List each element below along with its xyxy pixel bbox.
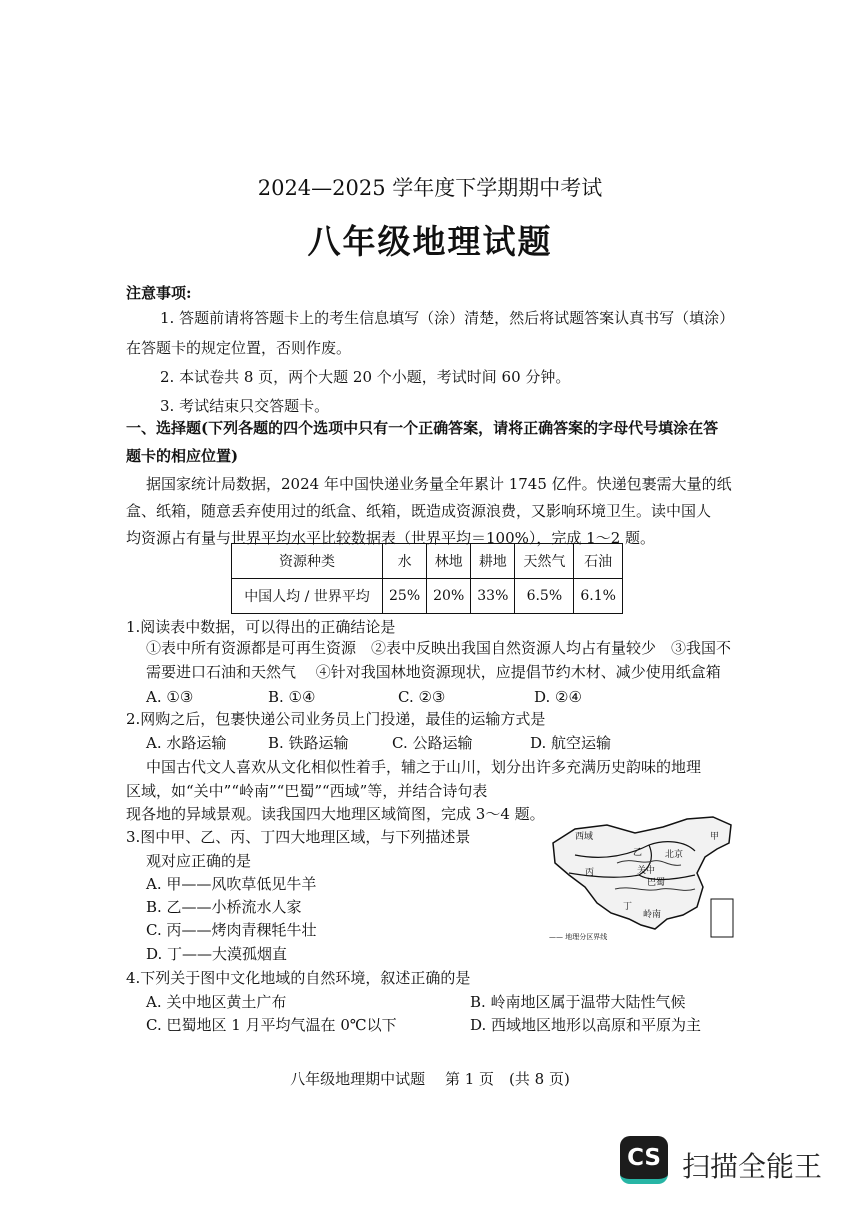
table-cell: 中国人均 / 世界平均: [232, 579, 383, 614]
q2-option-c: C. 公路运输: [392, 734, 473, 752]
page-footer: 八年级地理期中试题 第 1 页 (共 8 页): [290, 1070, 570, 1088]
table-cell: 6.1%: [574, 579, 623, 614]
q4-stem: 4.下列关于图中文化地域的自然环境，叙述正确的是: [126, 969, 471, 987]
passage1-line-2: 盒、纸箱，随意丢弃使用过的纸盒、纸箱，既造成资源浪费，又影响环境卫生。读中国人: [126, 502, 712, 520]
q2-stem: 2.网购之后，包裹快递公司业务员上门投递，最佳的运输方式是: [126, 710, 546, 728]
camscanner-watermark-text: 扫描全能王: [682, 1150, 823, 1183]
south-sea-inset: [711, 899, 733, 937]
map-label: 岭南: [643, 910, 662, 920]
table-header-cell: 林地: [427, 544, 471, 579]
q4-option-a: A. 关中地区黄土广布: [146, 993, 287, 1011]
q2-option-d: D. 航空运输: [530, 734, 612, 752]
note-line-1: 1. 答题前请将答题卡上的考生信息填写（涂）清楚，然后将试题答案认真书写（填涂）: [160, 309, 735, 327]
notes-heading: 注意事项:: [126, 284, 192, 302]
q1-stem: 1.阅读表中数据，可以得出的正确结论是: [126, 618, 396, 636]
q4-option-d: D. 西域地区地形以高原和平原为主: [470, 1016, 702, 1034]
map-label: 甲: [710, 832, 720, 842]
table-header-row: [232, 544, 623, 579]
q2-option-a: A. 水路运输: [146, 734, 227, 752]
q3-stem-1: 3.图中甲、乙、丙、丁四大地理区域，与下列描述景: [126, 828, 471, 846]
table-header-cell: 水: [383, 544, 427, 579]
q4-option-c: C. 巴蜀地区 1 月平均气温在 0℃以下: [146, 1016, 397, 1034]
table-cell: 25%: [383, 579, 427, 614]
table-header-cell: 资源种类: [232, 544, 383, 579]
exam-title: 2024—2025 学年度下学期期中考试: [257, 176, 603, 200]
q4-option-b: B. 岭南地区属于温带大陆性气候: [470, 993, 686, 1011]
passage2-line-2: 区域，如“关中”“岭南”“巴蜀”“西域”等，并结合诗句表: [126, 782, 488, 800]
map-label: 乙: [633, 848, 643, 858]
note-line-3: 2. 本试卷共 8 页，两个大题 20 个小题，考试时间 60 分钟。: [160, 368, 571, 386]
q3-option-b: B. 乙——小桥流水人家: [146, 898, 302, 916]
q1-option-b: B. ①④: [268, 688, 316, 706]
section1-heading-1: 一、选择题(下列各题的四个选项中只有一个正确答案，请将正确答案的字母代号填涂在答: [126, 419, 719, 437]
q1-option-a: A. ①③: [146, 688, 194, 706]
table-cell: 20%: [427, 579, 471, 614]
table-header-cell: 天然气: [515, 544, 574, 579]
table-cell: 6.5%: [515, 579, 574, 614]
note-line-4: 3. 考试结束只交答题卡。: [160, 397, 330, 415]
map-label: 北京: [665, 850, 684, 860]
map-legend: —— 地理分区界线: [549, 933, 608, 941]
map-label: 西域: [575, 832, 594, 842]
q3-option-c: C. 丙——烤肉青稞牦牛壮: [146, 921, 317, 939]
q1-option-c: C. ②③: [398, 688, 446, 706]
table-header-cell: 石油: [574, 544, 623, 579]
q3-stem-2: 观对应正确的是: [146, 852, 252, 870]
passage2-line-1: 中国古代文人喜欢从文化相似性着手，辅之于山川，划分出许多充满历史韵味的地理: [146, 758, 702, 776]
q1-statement-1: ①表中所有资源都是可再生资源 ②表中反映出我国自然资源人均占有量较少 ③我国不: [146, 639, 732, 657]
resource-table: [231, 543, 623, 614]
table-header-cell: 耕地: [471, 544, 515, 579]
q3-option-d: D. 丁——大漠孤烟直: [146, 945, 288, 963]
camscanner-logo-icon: CS: [620, 1136, 668, 1184]
passage1-line-3: 均资源占有量与世界平均水平比较数据表（世界平均＝100%），完成 1～2 题。: [126, 529, 656, 547]
passage2-line-3: 现各地的异域景观。读我国四大地理区域简图，完成 3～4 题。: [126, 805, 545, 823]
passage1-line-1: 据国家统计局数据，2024 年中国快递业务量全年累计 1745 亿件。快递包裹需大量的纸: [146, 475, 732, 493]
china-regions-map: [545, 815, 745, 945]
q2-option-b: B. 铁路运输: [268, 734, 349, 752]
map-label: 关中: [637, 866, 656, 876]
table-row: [232, 579, 623, 614]
paper-title: 八年级地理试题: [307, 222, 553, 261]
note-line-2: 在答题卡的规定位置，否则作废。: [126, 339, 352, 357]
map-label: 丁: [623, 902, 633, 912]
section1-heading-2: 题卡的相应位置): [126, 447, 239, 465]
q1-statement-2: 需要进口石油和天然气 ④针对我国林地资源现状，应提倡节约木材、减少使用纸盒箱: [146, 663, 721, 681]
table-cell: 33%: [471, 579, 515, 614]
map-label: 丙: [585, 868, 595, 878]
q3-option-a: A. 甲——风吹草低见牛羊: [146, 875, 317, 893]
q1-option-d: D. ②④: [534, 688, 582, 706]
map-label: 巴蜀: [647, 878, 666, 888]
